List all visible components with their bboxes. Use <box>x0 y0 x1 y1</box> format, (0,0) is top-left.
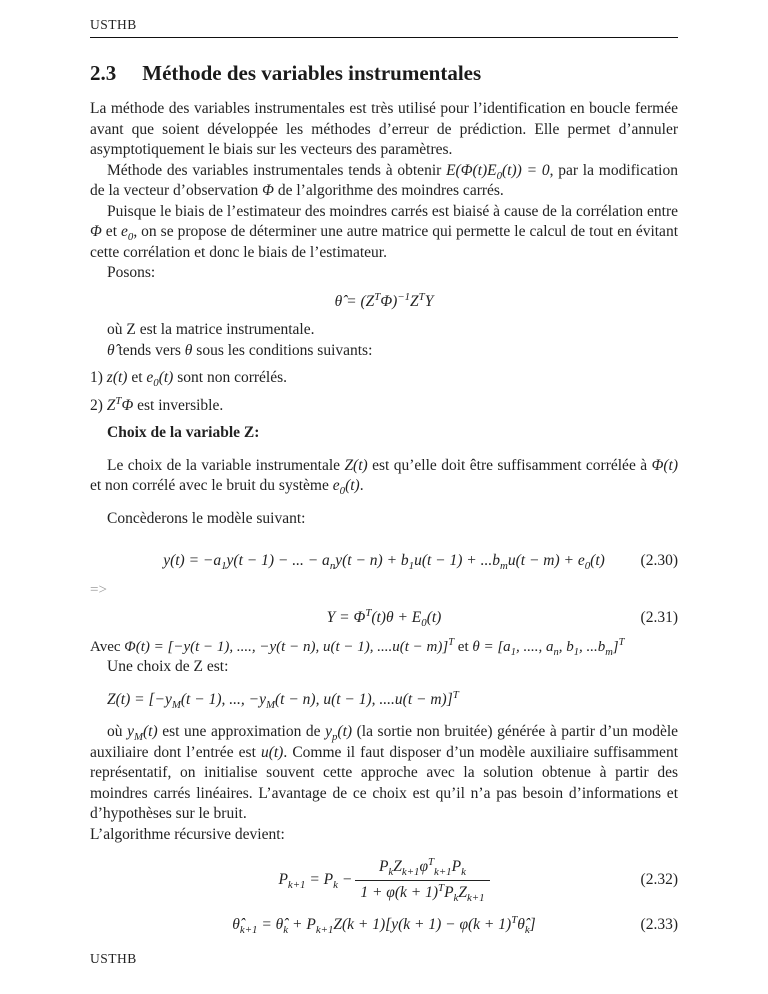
page-footer <box>90 950 678 968</box>
posons-label: Posons: <box>107 264 156 281</box>
equation-theta-hat <box>90 292 678 313</box>
equation-2-30-number: (2.30) <box>640 552 678 569</box>
header-rule <box>90 37 678 38</box>
paragraph-intro: La méthode des variables instrumentales est très utilisé pour l’identification en boucle fermée avant que soient développée les méthodes d’erreur de prédiction. Elle permet d’annuler asymptotiquement le biais sur les vecteurs des paramètres. <box>90 100 678 158</box>
equation-2-31-number: (2.31) <box>640 609 678 626</box>
paragraph-method-obtain: Méthode des variables instrumentales tends à obtenir $E(\Phi(t)E_0(t)) = 0$, par la modification de la vecteur d’observation Φ de l’algorithme des moindres carrés. <box>90 161 678 199</box>
fraction-numerator: $P_kZ_{k+1}\varphi^T_{k+1}P_k$ <box>355 857 489 881</box>
paragraph-ym-approximation: où $y_M(t)$ est une approximation de $y_p(t)$ (la sortie non bruitée) générée à partir d’un modèle auxiliaire dont l’entrée est u(t). Comme il faut disposer d’un modèle auxiliaire suffisamment représentatif, on initialise souvent cette approche avec la solution obtenue à partir des moindres carrés linéaires. L’avantage de ce choix est qu’il n’a pas besoin d’informations et d’hypothèses sur le bruit. <box>90 723 679 822</box>
section-number: 2.3 <box>90 61 117 85</box>
equation-2-32-fraction <box>355 857 489 903</box>
line-algorithme-recursive: L’algorithme récursive devient: <box>90 825 285 843</box>
equation-2-30 <box>90 551 678 572</box>
section-heading <box>90 60 678 86</box>
equation-2-30-expr: $y(t) = -a_1y(t - 1)$ − ... − $a_ny(t - n) + b_1u(t - 1) + ...b_mu(t - m) + e_0(t)$ <box>163 552 605 573</box>
footer-brand: USTHB <box>90 951 137 966</box>
line-avec-phi: Avec Φ(t) = [−y(t − 1), ...., −y(t − n), u(t − 1), ....u(t − m)]$^T$ et $\theta = [a_1$, ...., $a_n$, $b_1$, $...b_m]^T$ <box>90 636 625 658</box>
condition-item-2: 2) $Z^T\Phi$ est inversible. <box>90 394 224 414</box>
equation-2-31-expr: $Y = \Phi^T(t)\theta + E_0(t)$ <box>326 606 442 630</box>
equation-2-31 <box>90 608 678 629</box>
equation-2-32-expr <box>278 857 489 903</box>
fraction-denominator: $1 + \varphi(k + 1)^TP_kZ_{k+1}$ <box>360 881 485 904</box>
page-header <box>90 16 678 34</box>
equation-2-33 <box>90 915 678 936</box>
equation-2-32 <box>90 857 678 903</box>
condition-item-1: 1) z(t) et $e_0(t)$ sont non corrélés. <box>90 369 287 390</box>
equation-2-32-lhs: $P_{k+1} = P_k$ − <box>278 870 353 891</box>
choix-variable-heading: Choix de la variable Z: <box>107 424 260 441</box>
equation-theta-hat-expr: θ̂ = $(Z^T\Phi)^{-1}Z^TY$ <box>334 290 434 310</box>
implies-arrow: => <box>90 581 107 598</box>
section-title: Méthode des variables instrumentales <box>142 61 482 85</box>
equation-2-33-number: (2.33) <box>640 916 678 933</box>
equation-z-definition: $Z(t) = [-y_M(t - 1)$, ..., $-y_M(t - n)$, u(t − 1), ....u(t − m)]$^T$ <box>107 688 459 711</box>
line-ou-z: où Z est la matrice instrumentale. <box>107 321 315 338</box>
line-concederons: Concèderons le modèle suivant: <box>107 509 306 527</box>
line-theta-tends: θ̂ tends vers θ sous les conditions suivants: <box>107 341 373 359</box>
equation-2-33-expr: $\thetâ_{k+1}$ = $\thetâ_k + P_{k+1}Z(k + 1)[y(k + 1) - \varphi(k$ + $1)^T\thetâ_k$] <box>232 913 536 937</box>
header-brand: USTHB <box>90 17 137 32</box>
paragraph-choix: Le choix de la variable instrumentale Z(t) est qu’elle doit être suffisamment corrélée à Φ(t) et non corrélé avec le bruit du système $e_0(t)$. <box>90 456 678 498</box>
paragraph-bias-correlation: Puisque le biais de l’estimateur des moindres carrés est biaisé à cause de la corrélation entre Φ et $e_0$, on se propose de déterminer une autre matrice qui permette le calcul de tout en évitant cette corrélation et donc le biais de l’estimateur. <box>90 202 678 261</box>
equation-2-32-number: (2.32) <box>640 870 678 888</box>
line-une-choix: Une choix de Z est: <box>107 658 229 675</box>
